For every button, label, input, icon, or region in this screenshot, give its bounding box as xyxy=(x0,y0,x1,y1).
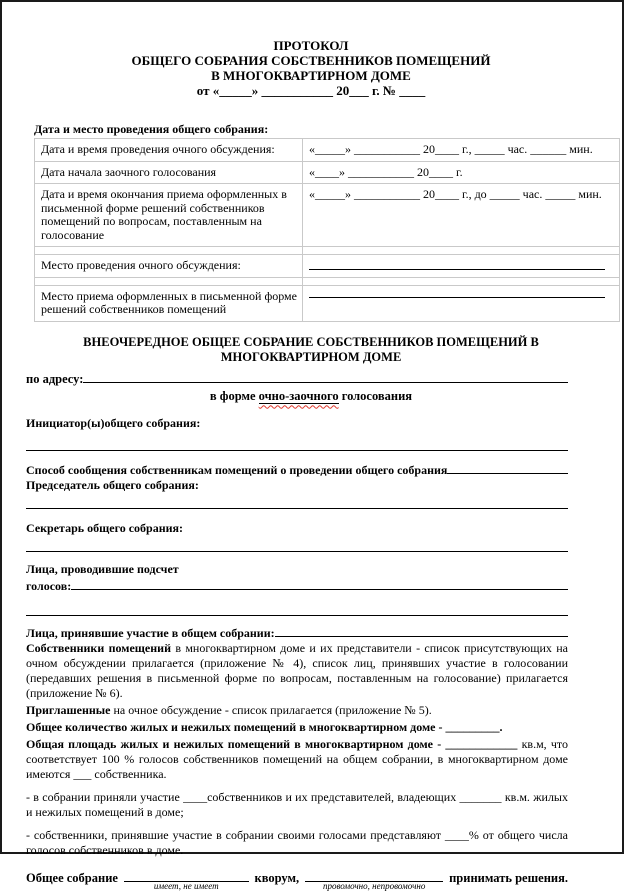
quorum-suffix: принимать решения. xyxy=(449,870,568,885)
meeting-info-table xyxy=(34,138,620,322)
form-voting-type: очно-заочного xyxy=(258,388,339,403)
participation-count-paragraph: - в собрании приняли участие ____собственников и их представителей, владеющих _______ кв.м. жилых и нежилых помещений в доме; xyxy=(26,789,568,819)
participants-blank-line xyxy=(275,624,568,637)
initiator-blank-line xyxy=(26,449,568,451)
title-line-building: В МНОГОКВАРТИРНОМ ДОМЕ xyxy=(211,68,411,83)
quorum-option-2: провомочно, непровомочно xyxy=(322,880,426,891)
owners-paragraph xyxy=(26,641,568,701)
row-label: Место проведения очного обсуждения: xyxy=(35,255,303,278)
blank-line xyxy=(309,296,605,298)
quorum-blank-2 xyxy=(305,868,443,891)
invited-paragraph-rest: на очное обсуждение - список прилагается (приложение № 5). xyxy=(110,702,432,717)
owners-paragraph-rest: в многоквартирном доме и их представители - список присутствующих на очном обсуждении прилагается (приложение № 4), список лиц, принявших участие в голосовании (передавших решения в письменной форме по вопросам, поставленным на голосование) прилагается (приложение № 6). xyxy=(26,640,569,700)
row-label: Место приема оформленных в письменной форме решений собственников помещений xyxy=(35,285,303,321)
total-area-rest: кв.м, что соответствует 100 % голосов собственников помещений на общем собрании, в многоквартирном доме имеются ___ собственника. xyxy=(26,736,568,781)
quorum-option-1: имеет, не имеет xyxy=(153,880,219,891)
participation-percent-paragraph: - собственники, принявшие участие в собрании своими голосами представляют ____% от общего числа голосов собственников в доме. xyxy=(26,827,568,857)
row-value: «_____» ___________ 20____ г., _____ час. ______ мин. xyxy=(303,139,620,162)
participants-row xyxy=(26,624,568,641)
document-title xyxy=(26,38,596,98)
initiator-label: Инициатор(ы)общего собрания: xyxy=(26,415,201,430)
voting-form-line xyxy=(26,389,596,404)
invited-paragraph-bold: Приглашенные xyxy=(26,702,111,717)
title-line-date-number: от «_____» ___________ 20___ г. № ____ xyxy=(196,83,426,98)
chairman-label: Председатель общего собрания: xyxy=(26,477,199,492)
address-label: по адресу: xyxy=(26,371,84,386)
quorum-blank-1 xyxy=(124,868,249,891)
vote-counters-label-line2: голосов: xyxy=(26,578,72,593)
address-row xyxy=(26,370,568,387)
vote-counters-row xyxy=(26,577,568,594)
title-line-protocol: ПРОТОКОЛ xyxy=(273,38,349,53)
secretary-label: Секретарь общего собрания: xyxy=(26,520,184,535)
quorum-prefix: Общее собрание xyxy=(26,870,118,885)
row-value xyxy=(303,255,620,278)
row-value: «____» ___________ 20____ г. xyxy=(303,161,620,184)
total-area-paragraph xyxy=(26,737,568,782)
extraordinary-meeting-heading: ВНЕОЧЕРЕДНОЕ ОБЩЕЕ СОБРАНИЕ СОБСТВЕННИКОВ ПОМЕЩЕНИЙ В МНОГОКВАРТИРНОМ ДОМЕ xyxy=(83,334,539,364)
form-prefix: в форме xyxy=(209,388,256,403)
table-spacer-row xyxy=(35,247,620,255)
row-label: Дата начала заочного голосования xyxy=(35,161,303,184)
notice-method-label: Способ сообщения собственникам помещений о проведении общего собрания xyxy=(26,462,448,477)
notice-method-row xyxy=(26,461,568,478)
total-premises-line: Общее количество жилых и нежилых помещений в многоквартирном доме - _________. xyxy=(26,719,503,734)
extra-blank-line xyxy=(26,614,568,616)
notice-method-blank-line xyxy=(447,461,568,474)
table-row-onsite-datetime xyxy=(35,139,620,162)
secretary-blank-line xyxy=(26,550,568,552)
quorum-middle: кворум, xyxy=(254,870,300,885)
total-area-bold: Общая площадь жилых и нежилых помещений в многоквартирном доме - ____________ xyxy=(26,736,518,751)
table-row-decisions-place xyxy=(35,285,620,321)
blank-line xyxy=(309,268,605,270)
row-value xyxy=(303,285,620,321)
quorum-line xyxy=(26,868,568,891)
vote-counters-label-line1: Лица, проводившие подсчет xyxy=(26,561,179,576)
address-blank-line xyxy=(83,370,568,383)
participants-label: Лица, принявшие участие в общем собрании: xyxy=(26,625,275,640)
table-row-decisions-deadline xyxy=(35,184,620,247)
meeting-info-heading: Дата и место проведения общего собрания: xyxy=(34,122,269,136)
chairman-blank-line xyxy=(26,507,568,509)
row-label: Дата и время окончания приема оформленных в письменной форме решений собственников помещений по вопросам, поставленным на голосование xyxy=(35,184,303,247)
table-spacer-row xyxy=(35,277,620,285)
invited-paragraph xyxy=(26,703,568,718)
owners-paragraph-bold: Собственники помещений xyxy=(26,640,171,655)
table-row-absentee-start xyxy=(35,161,620,184)
table-row-onsite-place xyxy=(35,255,620,278)
row-label: Дата и время проведения очного обсуждения: xyxy=(35,139,303,162)
form-suffix: голосования xyxy=(338,388,413,403)
row-value: «_____» ___________ 20____ г., до _____ час. _____ мин. xyxy=(303,184,620,247)
title-line-meeting: ОБЩЕГО СОБРАНИЯ СОБСТВЕННИКОВ ПОМЕЩЕНИЙ xyxy=(131,53,491,68)
vote-counters-blank-line xyxy=(71,577,568,590)
